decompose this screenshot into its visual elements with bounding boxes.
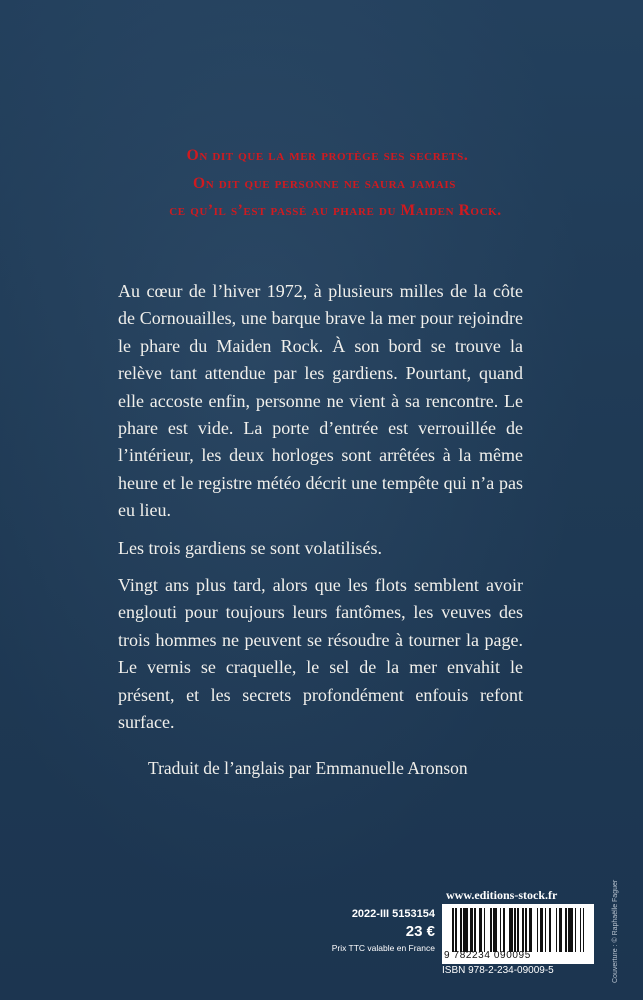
synopsis-paragraph: Vingt ans plus tard, alors que les flots semblent avoir englouti pour toujours leurs fantômes, les veuves des trois hommes ne peuvent se résoudre à tourner la page. Le vernis se craquelle, le sel de la mer envahit le présent, et les secrets profondément enfouis refont surface. xyxy=(118,575,523,733)
synopsis-paragraph: Les trois gardiens se sont volatilisés. xyxy=(118,537,382,558)
translator-credit: Traduit de l’anglais par Emmanuelle Aronson xyxy=(148,758,468,778)
barcode-bar xyxy=(584,908,586,952)
synopsis-paragraph: Au cœur de l’hiver 1972, à plusieurs milles de la côte de Cornouailles, une barque brave la mer pour rejoindre le phare du Maiden Rock. À son bord se trouve la relève tant attendue par les gardiens. Pourtant, quand elle accoste enfin, personne ne vient à sa rencontre. Le phare est vide. La porte d’entrée est verrouillée de l’intérieur, les deux horloges sont arrêtées à la même heure et le registre météo décrit une tempête qui n’a pas eu lieu. xyxy=(118,281,523,521)
synopsis xyxy=(118,278,523,747)
barcode-bars xyxy=(452,908,586,952)
price-note: Prix TTC valable en France xyxy=(331,943,435,953)
tagline-line-1: On dit que la mer protège ses secrets. xyxy=(186,147,469,164)
cover-photo-credit: Couverture : © Raphaëlle Faguer xyxy=(612,879,619,983)
publisher-website[interactable]: www.editions-stock.fr xyxy=(446,888,558,902)
tagline-line-2: On dit que personne ne saura jamais xyxy=(193,174,456,192)
tagline xyxy=(0,142,643,225)
barcode-digits: 9 782234 090095 xyxy=(444,950,531,961)
price: 23 € xyxy=(405,923,435,940)
isbn: ISBN 978-2-234-09009-5 xyxy=(442,965,554,976)
reference-number: 2022-III 5153154 xyxy=(351,908,435,920)
price-block xyxy=(320,906,435,954)
tagline-line-3: ce qu’il s’est passé au phare du Maiden Rock. xyxy=(169,202,502,219)
barcode xyxy=(442,904,594,964)
